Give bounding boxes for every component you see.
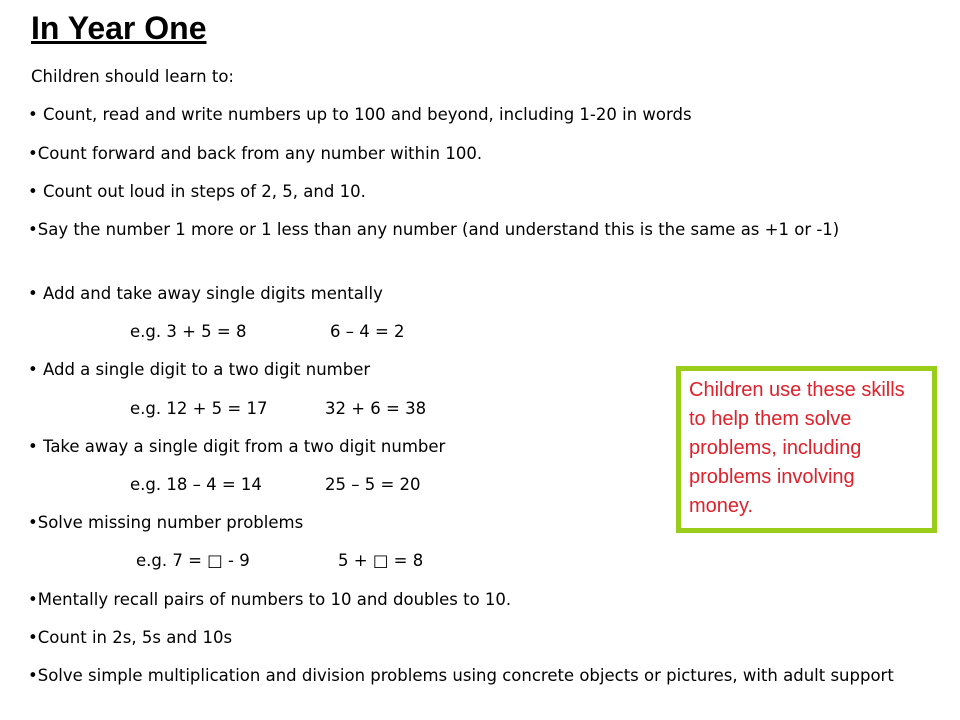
list-item: • Count out loud in steps of 2, 5, and 10. <box>28 182 366 201</box>
example-text: e.g. 7 = □ - 9 <box>136 551 250 570</box>
example-text: e.g. 3 + 5 = 8 <box>130 322 247 341</box>
intro-text: Children should learn to: <box>31 67 234 86</box>
list-item: •Mentally recall pairs of numbers to 10 and doubles to 10. <box>28 590 512 609</box>
page-title: In Year One <box>31 10 207 46</box>
example-text: 32 + 6 = 38 <box>325 399 427 418</box>
list-item: •Count forward and back from any number within 100. <box>28 144 483 163</box>
list-item: •Count in 2s, 5s and 10s <box>28 628 233 647</box>
example-text: e.g. 12 + 5 = 17 <box>130 399 268 418</box>
list-item: •Solve missing number problems <box>28 513 304 532</box>
example-text: 6 – 4 = 2 <box>330 322 405 341</box>
list-item: • Add and take away single digits mentally <box>28 284 383 303</box>
example-text: 25 – 5 = 20 <box>325 475 421 494</box>
list-item: • Take away a single digit from a two digit number <box>28 437 446 456</box>
example-text: 5 + □ = 8 <box>338 551 424 570</box>
list-item: •Solve simple multiplication and division problems using concrete objects or pictures, with adult support <box>28 666 894 685</box>
example-text: e.g. 18 – 4 = 14 <box>130 475 262 494</box>
callout-box: Children use these skills to help them solve problems, including problems involving money. <box>676 366 937 533</box>
list-item: •Say the number 1 more or 1 less than any number (and understand this is the same as +1 or -1) <box>28 220 840 239</box>
list-item: • Add a single digit to a two digit number <box>28 360 371 379</box>
list-item: • Count, read and write numbers up to 100 and beyond, including 1-20 in words <box>28 105 692 124</box>
